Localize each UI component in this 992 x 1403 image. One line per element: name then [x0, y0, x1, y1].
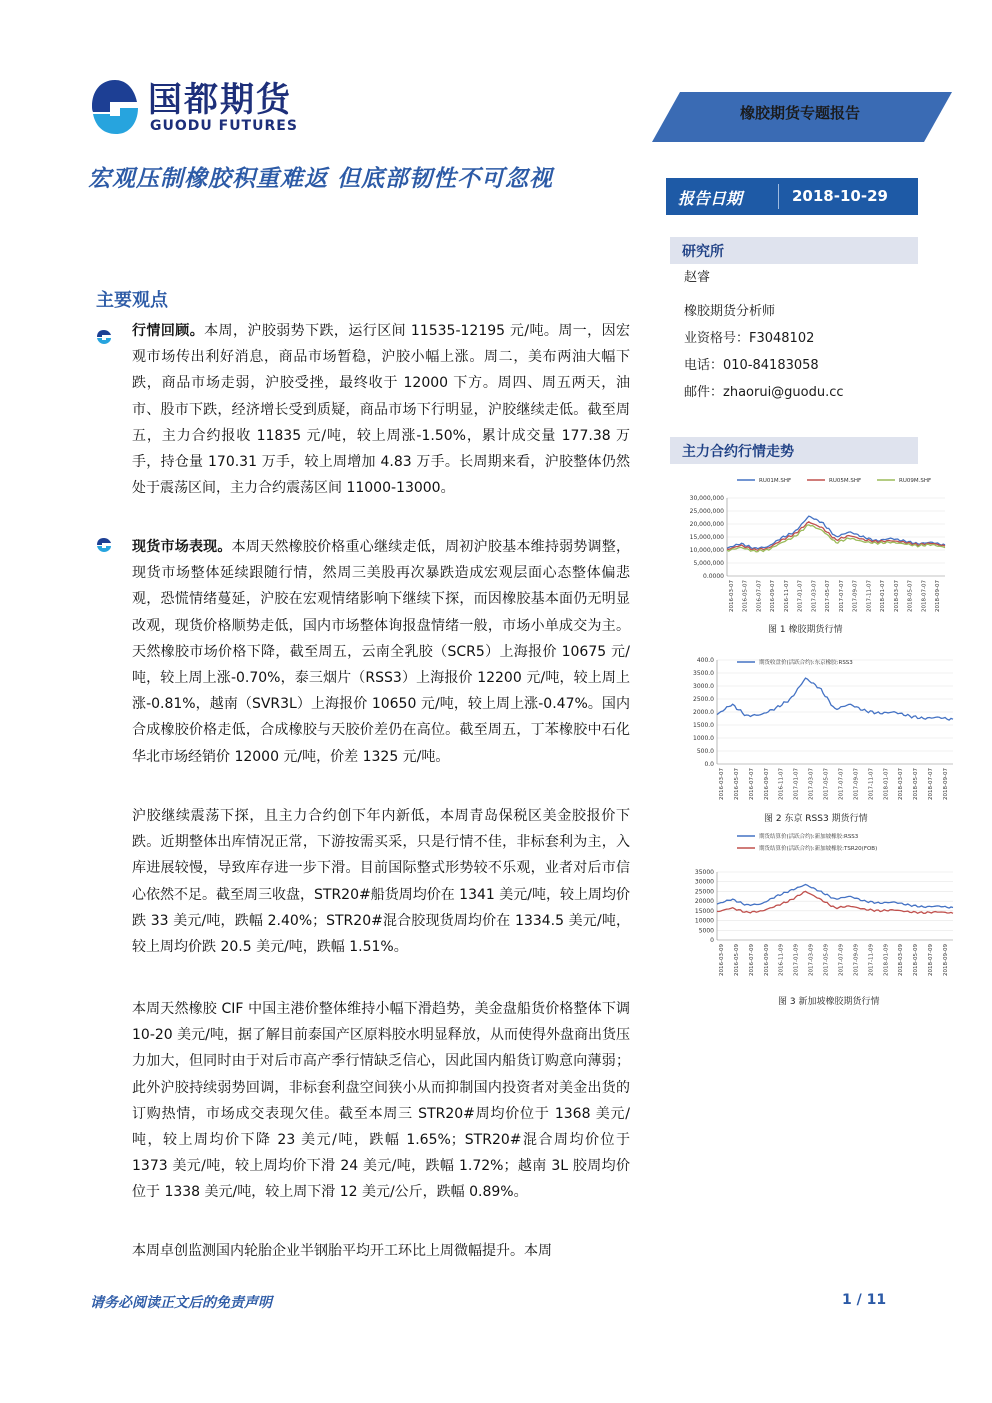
x-tick-label: 2018-05-07 — [913, 768, 920, 800]
legend-label: 期货收盘价(活跃合约):东京橡胶:RSS3 — [759, 660, 853, 666]
x-tick-label: 2018-03-09 — [898, 944, 905, 976]
institute-header: 研究所 — [670, 237, 918, 264]
x-tick-label: 2018-05-07 — [907, 580, 914, 612]
x-tick-label: 2016-03-07 — [719, 768, 725, 800]
x-tick-label: 2016-11-07 — [778, 768, 785, 800]
x-tick-label: 2016-09-07 — [770, 580, 777, 612]
y-tick-label: 3000.0 — [693, 683, 714, 690]
x-tick-label: 2017-03-07 — [808, 768, 815, 800]
x-tick-label: 2017-09-07 — [853, 768, 860, 800]
x-tick-label: 2016-05-09 — [733, 944, 740, 976]
chart-singapore-rubber-svg — [672, 828, 957, 988]
chart-caption: 图 2 东京 RSS3 期货行情 — [764, 814, 868, 824]
paragraph-market-review: 行情回顾。本周，沪胶弱势下跌，运行区间 11535-12195 元/吨。周一，因宏观市场传出利好消息，商品市场暂稳，沪胶小幅上涨。周二，美布两油大幅下跌，商品市场走弱，沪胶受挫，最终收于 12000 下方。周四、周五两天，油市、股市下跌，经济增长受到质疑，商品市场下行明显，沪胶继续走低。截至周五，主力合约报收 11835 元/吨，较上周涨-1.50%，累计成交量 177.38 万手，持仓量 170.31 万手，较上周增加 4.83 万手。长周期来看，沪胶整体仍然处于震荡区间，主力合约震荡区间 11000-13000。 — [132, 323, 631, 497]
y-tick-label: 3500.0 — [693, 670, 714, 677]
chart-tokyo-rss3 — [672, 654, 957, 824]
x-tick-label: 2017-11-07 — [866, 580, 873, 612]
chart-rubber-futures-svg — [672, 470, 957, 620]
paragraph-cif-price: 本周天然橡胶 CIF 中国主港价整体维持小幅下滑趋势，美金盘船货价格整体下调 10-20 美元/吨，据了解目前泰国产区原料胶水明显释放，从而使得外盘商出货压力加大，但同时由于对后市高产季行情缺乏信心，因此国内船货订购意向薄弱；此外沪胶持续弱势回调，非标套利盘空间狭小从而抑制国内投资者对美金出货的订购热情，市场成交表现欠佳。截至本周三 STR20#周均价位于 1368 美元/吨，较上周均价下降 23 美元/吨，跌幅 1.65%；STR20#混合周均价位于 1373 美元/吨，较上周均价下滑 24 美元/吨，跌幅 1.72%；越南 3L 胶周均价位于 1338 美元/吨，较上周下滑 12 美元/公斤，跌幅 0.89%。 — [132, 1001, 630, 1201]
report-type-label: 橡胶期货专题报告 — [740, 104, 861, 122]
x-tick-label: 2018-01-09 — [883, 944, 890, 976]
chart-singapore-rubber — [672, 828, 957, 1013]
y-tick-label: 5000 — [698, 927, 714, 935]
x-tick-label: 2016-09-07 — [763, 768, 770, 800]
x-tick-label: 2018-07-07 — [928, 768, 935, 800]
x-tick-label: 2017-01-07 — [793, 768, 800, 800]
x-tick-label: 2016-09-09 — [763, 944, 770, 976]
legend-label: 期货结算价(活跃合约):新加坡橡胶:TSR20(FOB) — [759, 846, 878, 852]
x-tick-label: 2016-05-07 — [742, 580, 749, 612]
x-tick-label: 2018-09-07 — [935, 580, 941, 612]
logo-chinese: 国都期货 — [148, 80, 292, 120]
x-tick-label: 2017-11-09 — [868, 944, 875, 976]
x-tick-label: 2016-11-07 — [783, 580, 790, 612]
y-tick-label: 10,000,000 — [689, 547, 724, 554]
x-tick-label: 2017-03-09 — [808, 944, 815, 976]
y-tick-label: 30,000,000 — [689, 495, 724, 502]
y-tick-label: 15000 — [694, 907, 714, 915]
y-tick-label: 2000.0 — [693, 709, 714, 716]
legend-label: RU09M.SHF — [899, 478, 932, 484]
x-tick-label: 2016-07-07 — [756, 580, 763, 612]
paragraph-spot-market: 现货市场表现。本周天然橡胶价格重心继续走低，周初沪胶基本维持弱势调整，现货市场整体延续跟随行情，然周三美股再次暴跌造成宏观层面心态整体偏悲观，恐慌情绪蔓延，沪胶在宏观情绪影响下继续下探，而因橡胶基本面仍无明显改观，现货价格顺势走低，国内市场整体询报盘情绪一般，市场小单成交为主。天然橡胶市场价格下降，截至周五，云南全乳胶（SCR5）上海报价 10675 元/吨，较上周上涨-0.70%，泰三烟片（RSS3）上海报价 12200 元/吨，较上周上涨-0.81%，越南（SVR3L）上海报价 10650 元/吨，较上周上涨-0.47%。国内合成橡胶价格走低，合成橡胶与天胶价差仍在高位。截至周五，丁苯橡胶中石化华北市场经销价 12000 元/吨，价差 1325 元/吨。 — [132, 539, 631, 765]
main-points-title: 主要观点 — [96, 290, 168, 311]
report-title: 宏观压制橡胶积重难返 但底部韧性不可忽视 — [88, 165, 554, 192]
y-tick-label: 0.0 — [704, 761, 714, 768]
y-tick-label: 10000 — [694, 917, 714, 925]
legend-label: RU01M.SHF — [759, 478, 792, 484]
x-tick-label: 2018-05-09 — [913, 944, 920, 976]
y-tick-label: 20000 — [694, 898, 714, 906]
paragraph-tire-operating: 本周卓创监测国内轮胎企业半钢胎平均开工环比上周微幅提升。本周 — [132, 1243, 552, 1259]
analyst-phone: 电话：010-84183058 — [684, 358, 819, 373]
logo-english: GUODU FUTURES — [150, 118, 298, 134]
guodu-logo-icon — [90, 78, 140, 136]
x-tick-label: 2018-03-07 — [893, 580, 900, 612]
x-tick-label: 2016-07-09 — [748, 944, 755, 976]
legend-label: RU05M.SHF — [829, 478, 862, 484]
y-tick-label: 500.0 — [696, 748, 714, 755]
x-tick-label: 2017-07-09 — [838, 944, 845, 976]
x-tick-label: 2016-05-07 — [733, 768, 740, 800]
x-tick-label: 2017-05-09 — [823, 944, 830, 976]
x-tick-label: 2017-01-07 — [797, 580, 804, 612]
analyst-license: 业资格号：F3048102 — [684, 331, 815, 346]
y-tick-label: 0 — [710, 937, 714, 944]
x-tick-label: 2017-05-07 — [823, 768, 830, 800]
x-tick-label: 2018-03-07 — [898, 768, 905, 800]
series-line — [717, 891, 953, 913]
chart-caption: 图 3 新加坡橡胶期货行情 — [778, 997, 880, 1007]
x-tick-label: 2017-07-07 — [838, 580, 845, 612]
x-tick-label: 2016-03-09 — [719, 944, 725, 976]
y-tick-label: 1500.0 — [693, 722, 714, 729]
x-tick-label: 2016-07-07 — [748, 768, 755, 800]
x-tick-label: 2018-01-07 — [880, 580, 887, 612]
series-line — [717, 885, 953, 909]
x-tick-label: 2018-09-07 — [943, 768, 949, 800]
bullet-icon — [96, 537, 112, 553]
page-number: 1 / 11 — [842, 1292, 887, 1308]
analyst-email: 邮件：zhaorui@guodu.cc — [684, 385, 844, 400]
report-date-box — [666, 178, 918, 215]
x-tick-label: 2016-11-09 — [778, 944, 785, 976]
y-tick-label: 0.0000 — [703, 573, 724, 580]
x-tick-label: 2017-11-07 — [868, 768, 875, 800]
x-tick-label: 2017-01-09 — [793, 944, 800, 976]
x-tick-label: 2016-03-07 — [729, 580, 735, 612]
x-tick-label: 2018-07-07 — [921, 580, 928, 612]
report-date-label: 报告日期 — [678, 189, 743, 208]
bullet-icon — [96, 329, 112, 345]
y-tick-label: 25,000,000 — [689, 508, 724, 515]
y-tick-label: 15,000,000 — [689, 534, 724, 541]
trend-header: 主力合约行情走势 — [670, 437, 918, 464]
legend-label: 期货结算价(活跃合约):新加坡橡胶:RSS3 — [759, 834, 859, 840]
y-tick-label: 1000.0 — [693, 735, 714, 742]
paragraph-bonded-zone: 沪胶继续震荡下探，且主力合约创下年内新低，本周青岛保税区美金胶报价下跌。近期整体出库情况正常，下游按需买采，只是行情不佳，非标套利为主，入库进展较慢，导致库存进一步下滑。目前国际整式形势较不乐观，业者对后市信心依然不足。截至周三收盘，STR20#船货周均价在 1341 美元/吨，较上周均价跌 33 美元/吨，跌幅 2.40%；STR20#混合胶现货周均价在 1334.5 美元/吨，较上周均价跌 20.5 美元/吨，跌幅 1.51%。 — [132, 808, 630, 956]
x-tick-label: 2018-07-09 — [928, 944, 935, 976]
y-tick-label: 20,000,000 — [689, 521, 724, 528]
y-tick-label: 35000 — [694, 869, 714, 876]
disclaimer-note: 请务必阅读正文后的免责声明 — [90, 1295, 272, 1311]
x-tick-label: 2017-03-07 — [811, 580, 818, 612]
x-tick-label: 2018-01-07 — [883, 768, 890, 800]
chart-caption: 图 1 橡胶期货行情 — [768, 625, 843, 635]
y-tick-label: 400.0 — [696, 657, 714, 664]
y-tick-label: 2500.0 — [693, 696, 714, 703]
chart-rubber-futures — [672, 470, 957, 640]
analyst-name: 赵睿 — [684, 270, 711, 285]
x-tick-label: 2017-09-09 — [853, 944, 860, 976]
x-tick-label: 2017-05-07 — [825, 580, 832, 612]
x-tick-label: 2018-09-09 — [943, 944, 949, 976]
analyst-role: 橡胶期货分析师 — [684, 304, 776, 319]
y-tick-label: 25000 — [694, 888, 714, 896]
series-line — [727, 516, 945, 549]
report-date-value: 2018-10-29 — [792, 187, 888, 205]
x-tick-label: 2017-07-07 — [838, 768, 845, 800]
x-tick-label: 2017-09-07 — [852, 580, 859, 612]
chart-tokyo-rss3-svg — [672, 654, 957, 812]
y-tick-label: 5,000,000 — [693, 560, 724, 567]
y-tick-label: 30000 — [694, 878, 714, 886]
